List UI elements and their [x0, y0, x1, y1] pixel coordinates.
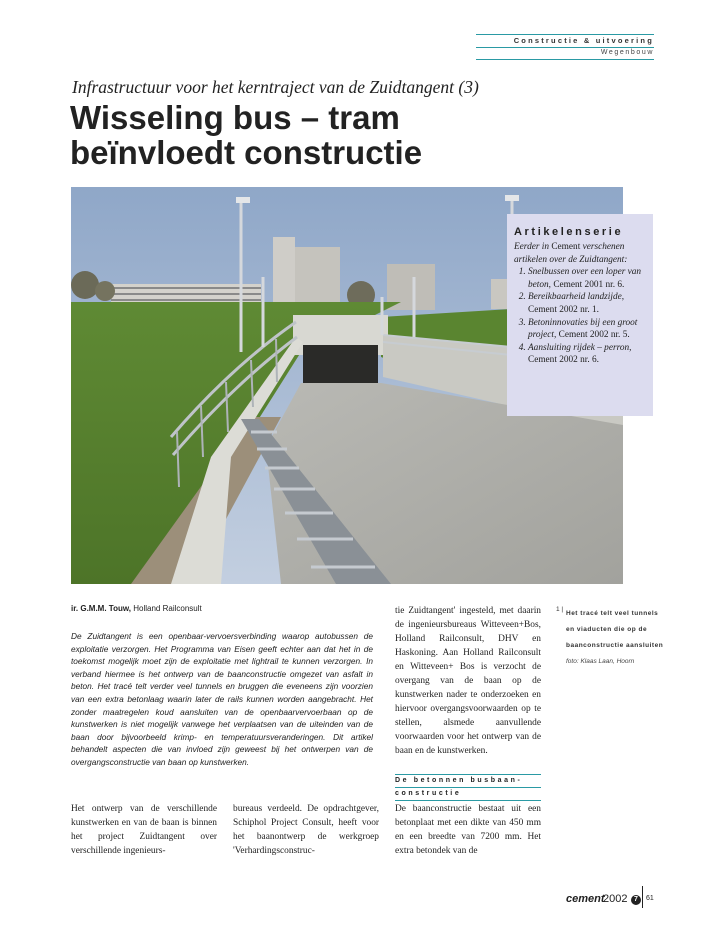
section-header: Constructie & uitvoering — [476, 34, 654, 48]
series-item-title: Aansluiting rijdek – perron, — [528, 342, 632, 353]
footer-magazine: cement — [566, 893, 605, 905]
footer-year: 2002 — [603, 893, 628, 905]
series-item-title: Snelbussen over een loper van beton, — [528, 267, 642, 290]
series-intro — [514, 241, 647, 266]
series-item-title: Bereikbaarheid landzijde, — [528, 292, 625, 303]
series-item-ref: Cement 2002 nr. 5. — [558, 330, 630, 341]
series-intro-text-2: verschenen artikelen over de Zuidtangent: — [514, 242, 628, 265]
series-title: Artikelenserie — [514, 226, 624, 238]
series-list — [514, 266, 647, 367]
headline-line-1: Wisseling bus – tram — [70, 99, 400, 136]
series-item-title: Betoninnovaties bij een groot project, — [528, 317, 638, 341]
series-item-ref: Cement 2002 nr. 6. — [528, 355, 600, 366]
footer-page-number: 61 — [646, 895, 654, 902]
subsection-header: Wegenbouw — [476, 47, 654, 60]
headline-line-2: beïnvloedt constructie — [70, 134, 423, 171]
body-column-3: tie Zuidtangent' ingesteld, met daarin de ingenieursbureaus Witteveen+Bos, Holland Railconsult, DHV en Haskoning. Aan Holland Railconsult en Witteveen+ Bos is verzocht de overgang van de baan op de kunstwerken nader te onderzoeken en hiervoor overgangsvoorwaarden op te stellen, alsmede aanvullende voorwaarden voor het ontwerp van de baan en de kunstwerken. — [395, 606, 541, 756]
series-intro-magazine: Cement — [551, 242, 581, 252]
body-column-2: bureaus verdeeld. De opdrachtgever, Schiphol Project Consult, heeft voor het baanontwerp de werkgroep 'Verhardingsconstruc- — [233, 804, 379, 856]
series-item — [528, 342, 647, 367]
series-item — [528, 266, 647, 291]
article-series-box — [507, 214, 653, 416]
series-intro-text: Eerder in — [514, 242, 550, 252]
series-item-ref: Cement 2002 nr. 1. — [528, 304, 600, 315]
author-organisation: Holland Railconsult — [133, 604, 202, 613]
article-lead: De Zuidtangent is een openbaar-vervoersverbinding waarop autobussen de exploitatie verzorgen. Het Programma van Eisen geeft echter aan dat het in de toekomst mogelijk moet zijn de exploitatie met lightrail te kunnen verzorgen. In verband hiermee is het ontwerp van de baanconstructie omgezet van asfalt in beton. Het tracé telt verder veel tunnels en bruggen die eveneens zijn voorzien van een extra betonlaag waarin later de rails kunnen worden aangebracht. Het zonder maatregelen koud aansluiten van de openbaarvervoerbaan op de kunstwerken is niet mogelijk vanwege het verplaatsen van de uiteinden van de baan door bijvoorbeeld krimp- en temperatuursveranderingen. Dit artikel behandelt aspecten die van invloed zijn geweest bij het ontwerpen van de overgangsconstructie van baan op kunstwerken. — [71, 631, 373, 767]
author-name: ir. G.M.M. Touw, — [71, 604, 131, 613]
article-kicker: Infrastructuur voor het kerntraject van de Zuidtangent (3) — [72, 77, 479, 97]
footer-divider — [642, 886, 643, 908]
section-subheading — [395, 774, 541, 801]
body-column-3-continued: De baanconstructie bestaat uit een betonplaat met een dikte van 450 mm en een breedte van 7200 mm. Het extra betondek van de — [395, 804, 541, 856]
figure-caption: Het tracé telt veel tunnels en viaducten die op de baanconstructie aansluiten — [566, 610, 664, 649]
subheading-line-1: De betonnen busbaan- — [395, 777, 523, 784]
footer-issue-badge: 7 — [631, 895, 641, 905]
author-line — [71, 604, 371, 613]
article-headline — [70, 100, 630, 170]
photo-credit: foto: Klaas Laan, Hoorn — [566, 658, 635, 665]
series-item-ref: Cement 2001 nr. 6. — [553, 279, 625, 290]
figure-number: 1 | — [556, 606, 564, 613]
subheading-line-2: constructie — [395, 787, 541, 800]
body-column-1: Het ontwerp van de verschillende kunstwerken en van de baan is binnen het project Zuidtangent over verschillende ingenieurs- — [71, 804, 217, 856]
series-item — [528, 317, 647, 342]
series-item — [528, 291, 647, 316]
